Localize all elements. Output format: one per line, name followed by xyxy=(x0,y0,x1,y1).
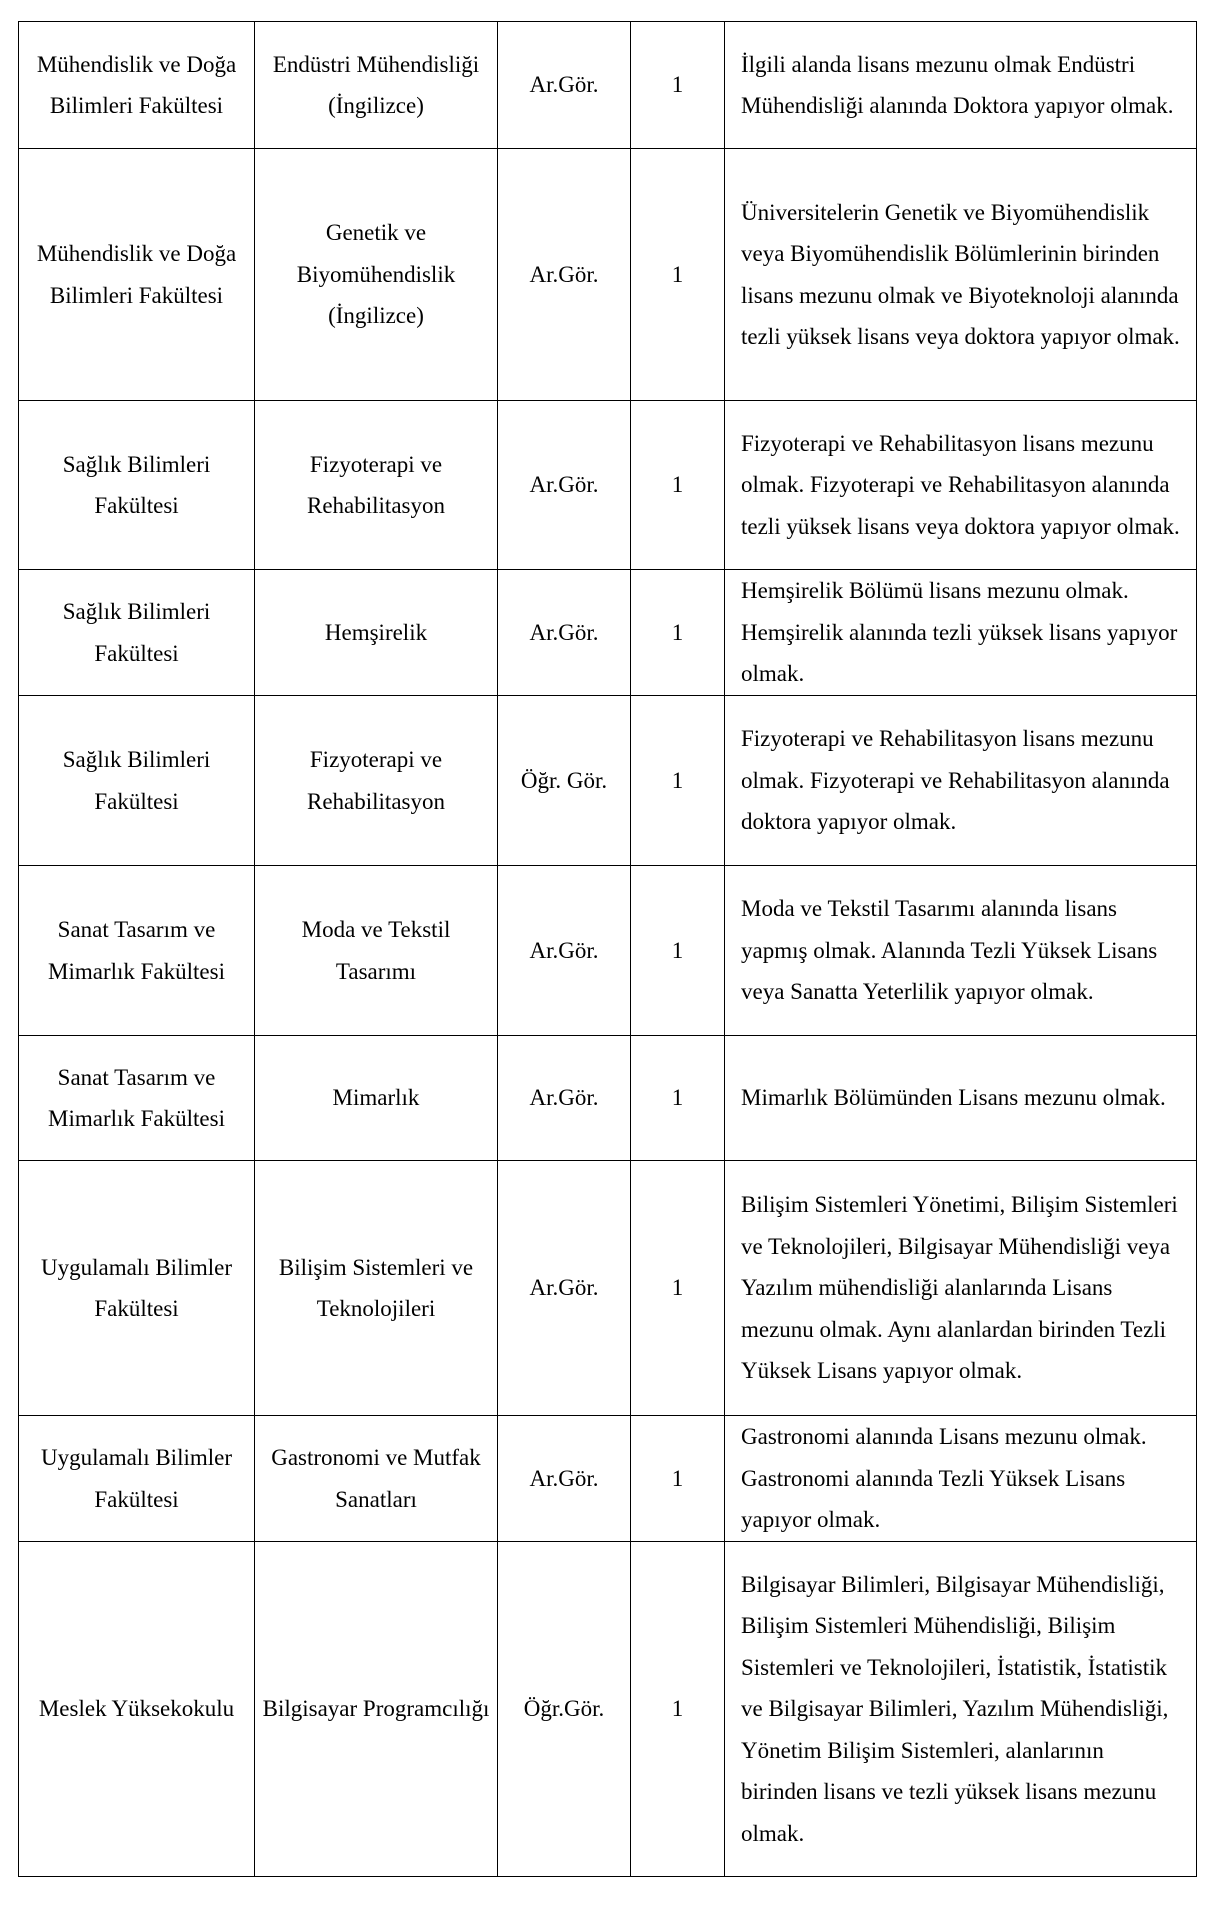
title-cell: Ar.Gör. xyxy=(498,401,631,570)
faculty-cell: Uygulamalı Bilimler Fakültesi xyxy=(19,1416,255,1542)
table-row xyxy=(19,570,1197,696)
table-row xyxy=(19,1542,1197,1877)
requirement-cell: Hemşirelik Bölümü lisans mezunu olmak. Hemşirelik alanında tezli yüksek lisans yapıyor olmak. xyxy=(725,570,1197,696)
faculty-cell: Uygulamalı Bilimler Fakültesi xyxy=(19,1161,255,1416)
requirement-cell: Üniversitelerin Genetik ve Biyomühendislik veya Biyomühendislik Bölümlerinin birinden lisans mezunu olmak ve Biyoteknoloji alanında tezli yüksek lisans veya doktora yapıyor olmak. xyxy=(725,149,1197,401)
requirement-cell: Gastronomi alanında Lisans mezunu olmak. Gastronomi alanında Tezli Yüksek Lisans yapıyor olmak. xyxy=(725,1416,1197,1542)
table-row xyxy=(19,1161,1197,1416)
requirement-cell: Bilişim Sistemleri Yönetimi, Bilişim Sistemleri ve Teknolojileri, Bilgisayar Mühendisliği veya Yazılım mühendisliği alanlarında Lisans mezunu olmak. Aynı alanlardan birinden Tezli Yüksek Lisans yapıyor olmak. xyxy=(725,1161,1197,1416)
requirement-cell: Fizyoterapi ve Rehabilitasyon lisans mezunu olmak. Fizyoterapi ve Rehabilitasyon alanında doktora yapıyor olmak. xyxy=(725,696,1197,866)
department-cell: Fizyoterapi ve Rehabilitasyon xyxy=(255,401,498,570)
table-row xyxy=(19,401,1197,570)
count-cell: 1 xyxy=(631,1542,725,1877)
count-cell: 1 xyxy=(631,866,725,1036)
title-cell: Ar.Gör. xyxy=(498,1416,631,1542)
table-row xyxy=(19,149,1197,401)
title-cell: Öğr.Gör. xyxy=(498,1542,631,1877)
department-cell: Hemşirelik xyxy=(255,570,498,696)
count-cell: 1 xyxy=(631,570,725,696)
faculty-cell: Mühendislik ve Doğa Bilimleri Fakültesi xyxy=(19,22,255,149)
title-cell: Ar.Gör. xyxy=(498,1036,631,1161)
count-cell: 1 xyxy=(631,1416,725,1542)
requirement-cell: Moda ve Tekstil Tasarımı alanında lisans yapmış olmak. Alanında Tezli Yüksek Lisans veya Sanatta Yeterlilik yapıyor olmak. xyxy=(725,866,1197,1036)
requirement-cell: Fizyoterapi ve Rehabilitasyon lisans mezunu olmak. Fizyoterapi ve Rehabilitasyon alanında tezli yüksek lisans veya doktora yapıyor olmak. xyxy=(725,401,1197,570)
table-row xyxy=(19,866,1197,1036)
department-cell: Fizyoterapi ve Rehabilitasyon xyxy=(255,696,498,866)
table-row xyxy=(19,22,1197,149)
count-cell: 1 xyxy=(631,696,725,866)
requirement-cell: Mimarlık Bölümünden Lisans mezunu olmak. xyxy=(725,1036,1197,1161)
faculty-cell: Meslek Yüksekokulu xyxy=(19,1542,255,1877)
department-cell: Genetik ve Biyomühendislik (İngilizce) xyxy=(255,149,498,401)
title-cell: Ar.Gör. xyxy=(498,866,631,1036)
title-cell: Ar.Gör. xyxy=(498,149,631,401)
faculty-cell: Sağlık Bilimleri Fakültesi xyxy=(19,570,255,696)
requirement-cell: Bilgisayar Bilimleri, Bilgisayar Mühendisliği, Bilişim Sistemleri Mühendisliği, Bilişim Sistemleri ve Teknolojileri, İstatistik, İstatistik ve Bilgisayar Bilimleri, Yazılım Mühendisliği, Yönetim Bilişim Sistemleri, alanlarının birinden lisans ve tezli yüksek lisans mezunu olmak. xyxy=(725,1542,1197,1877)
table-row xyxy=(19,1416,1197,1542)
requirement-cell: İlgili alanda lisans mezunu olmak Endüstri Mühendisliği alanında Doktora yapıyor olmak. xyxy=(725,22,1197,149)
count-cell: 1 xyxy=(631,1036,725,1161)
table-row xyxy=(19,696,1197,866)
faculty-cell: Sanat Tasarım ve Mimarlık Fakültesi xyxy=(19,1036,255,1161)
department-cell: Bilişim Sistemleri ve Teknolojileri xyxy=(255,1161,498,1416)
faculty-cell: Mühendislik ve Doğa Bilimleri Fakültesi xyxy=(19,149,255,401)
title-cell: Ar.Gör. xyxy=(498,22,631,149)
faculty-cell: Sağlık Bilimleri Fakültesi xyxy=(19,401,255,570)
department-cell: Bilgisayar Programcılığı xyxy=(255,1542,498,1877)
title-cell: Ar.Gör. xyxy=(498,570,631,696)
count-cell: 1 xyxy=(631,22,725,149)
table-row xyxy=(19,1036,1197,1161)
faculty-cell: Sanat Tasarım ve Mimarlık Fakültesi xyxy=(19,866,255,1036)
count-cell: 1 xyxy=(631,149,725,401)
count-cell: 1 xyxy=(631,1161,725,1416)
department-cell: Moda ve Tekstil Tasarımı xyxy=(255,866,498,1036)
department-cell: Gastronomi ve Mutfak Sanatları xyxy=(255,1416,498,1542)
count-cell: 1 xyxy=(631,401,725,570)
faculty-cell: Sağlık Bilimleri Fakültesi xyxy=(19,696,255,866)
department-cell: Mimarlık xyxy=(255,1036,498,1161)
positions-table xyxy=(18,21,1197,1877)
title-cell: Ar.Gör. xyxy=(498,1161,631,1416)
department-cell: Endüstri Mühendisliği (İngilizce) xyxy=(255,22,498,149)
title-cell: Öğr. Gör. xyxy=(498,696,631,866)
